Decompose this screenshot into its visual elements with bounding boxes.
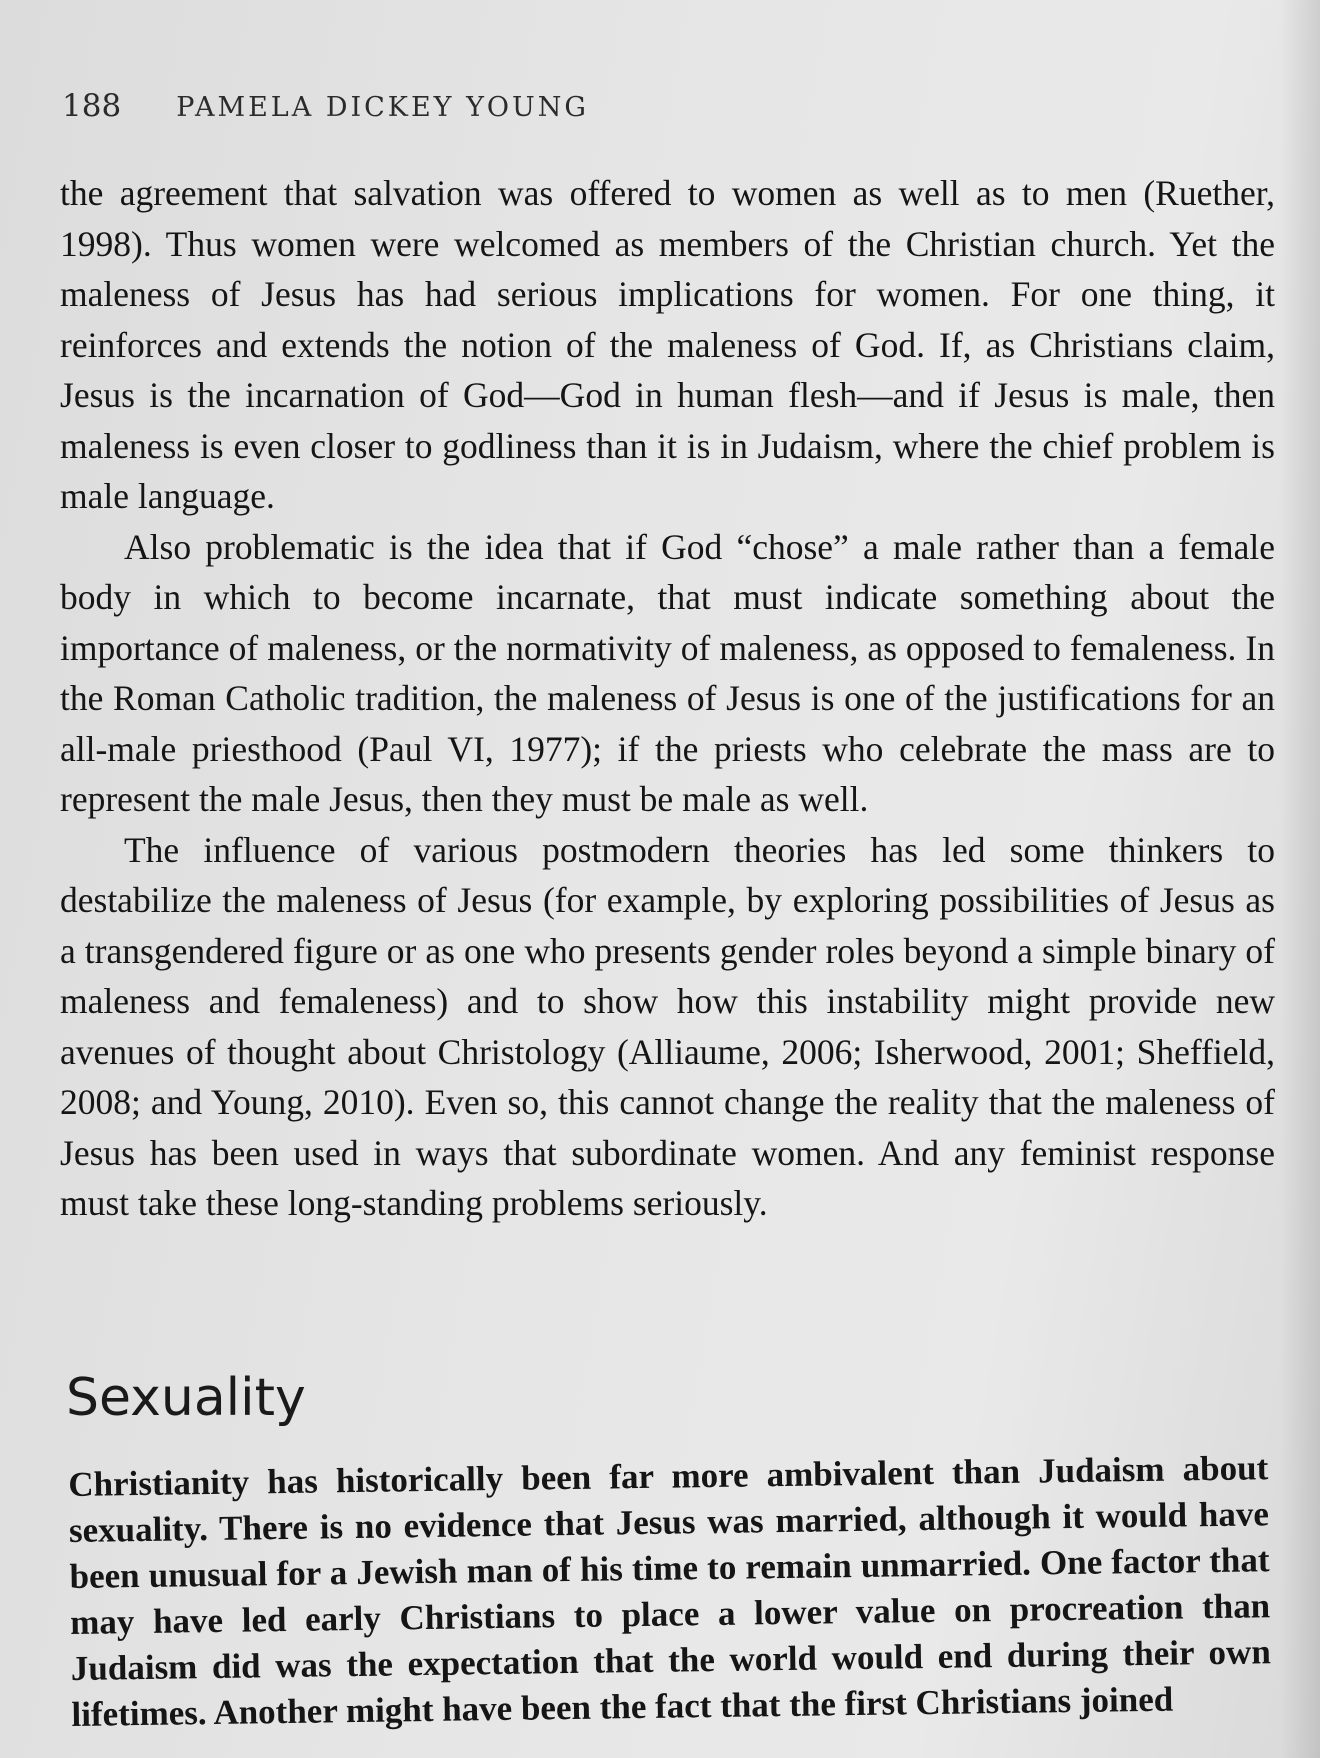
paragraph-maleness-problematic: Also problematic is the idea that if God “chose” a male rather than a female body in which to become incarnate, that must indicate something about the importance of maleness, or the normativity of maleness, as opposed to femaleness. In the Roman Catholic tradition, the maleness of Jesus is one of the justifications for an all-male priesthood (Paul VI, 1977); if the priests who celebrate the mass are to represent the male Jesus, then they must be male as well. bbox=[60, 526, 1275, 819]
page-number: 188 bbox=[62, 88, 122, 124]
running-head-author: PAMELA DICKEY YOUNG bbox=[176, 92, 589, 123]
paragraph-continued: the agreement that salvation was offered to women as well as to men (Ruether, 1998). Thus women were welcomed as members of the Christian church. Yet the maleness of Jesus has had serious implications for women. For one thing, it reinforces and extends the notion of the maleness of God. If, as Christians claim, Jesus is the incarnation of God—God in human flesh—and if Jesus is male, then maleness is even closer to godliness than it is in Judaism, where the chief problem is male language. bbox=[60, 173, 1275, 516]
paragraph-postmodern-theories: The influence of various postmodern theories has led some thinkers to destabilize the maleness of Jesus (for example, by exploring possibilities of Jesus as a transgendered figure or as one who presents gender roles beyond a simple binary of maleness and femaleness) and to show how this instability might provide new avenues of thought about Christology (Alliaume, 2006; Isherwood, 2001; Sheffield, 2008; and Young, 2010). Even so, this cannot change the reality that the maleness of Jesus has been used in ways that subordinate women. And any feminist response must take these long-standing problems seriously. bbox=[60, 829, 1275, 1223]
page-edge-shadow bbox=[1280, 0, 1320, 1758]
section-heading: Sexuality bbox=[66, 1368, 306, 1428]
running-head bbox=[62, 88, 589, 124]
body-text bbox=[60, 168, 1275, 1229]
section-paragraph: Christianity has historically been far more ambivalent than Judaism about sexuality. There is no evidence that Jesus was married, although it would have been unusual for a Jewish man of his time to remain unmarried. One factor that may have led early Christians to place a lower value on procreation than Judaism did was the expectation that the world would end during their own lifetimes. Another might have been the fact that the first Christians joined bbox=[68, 1448, 1272, 1734]
